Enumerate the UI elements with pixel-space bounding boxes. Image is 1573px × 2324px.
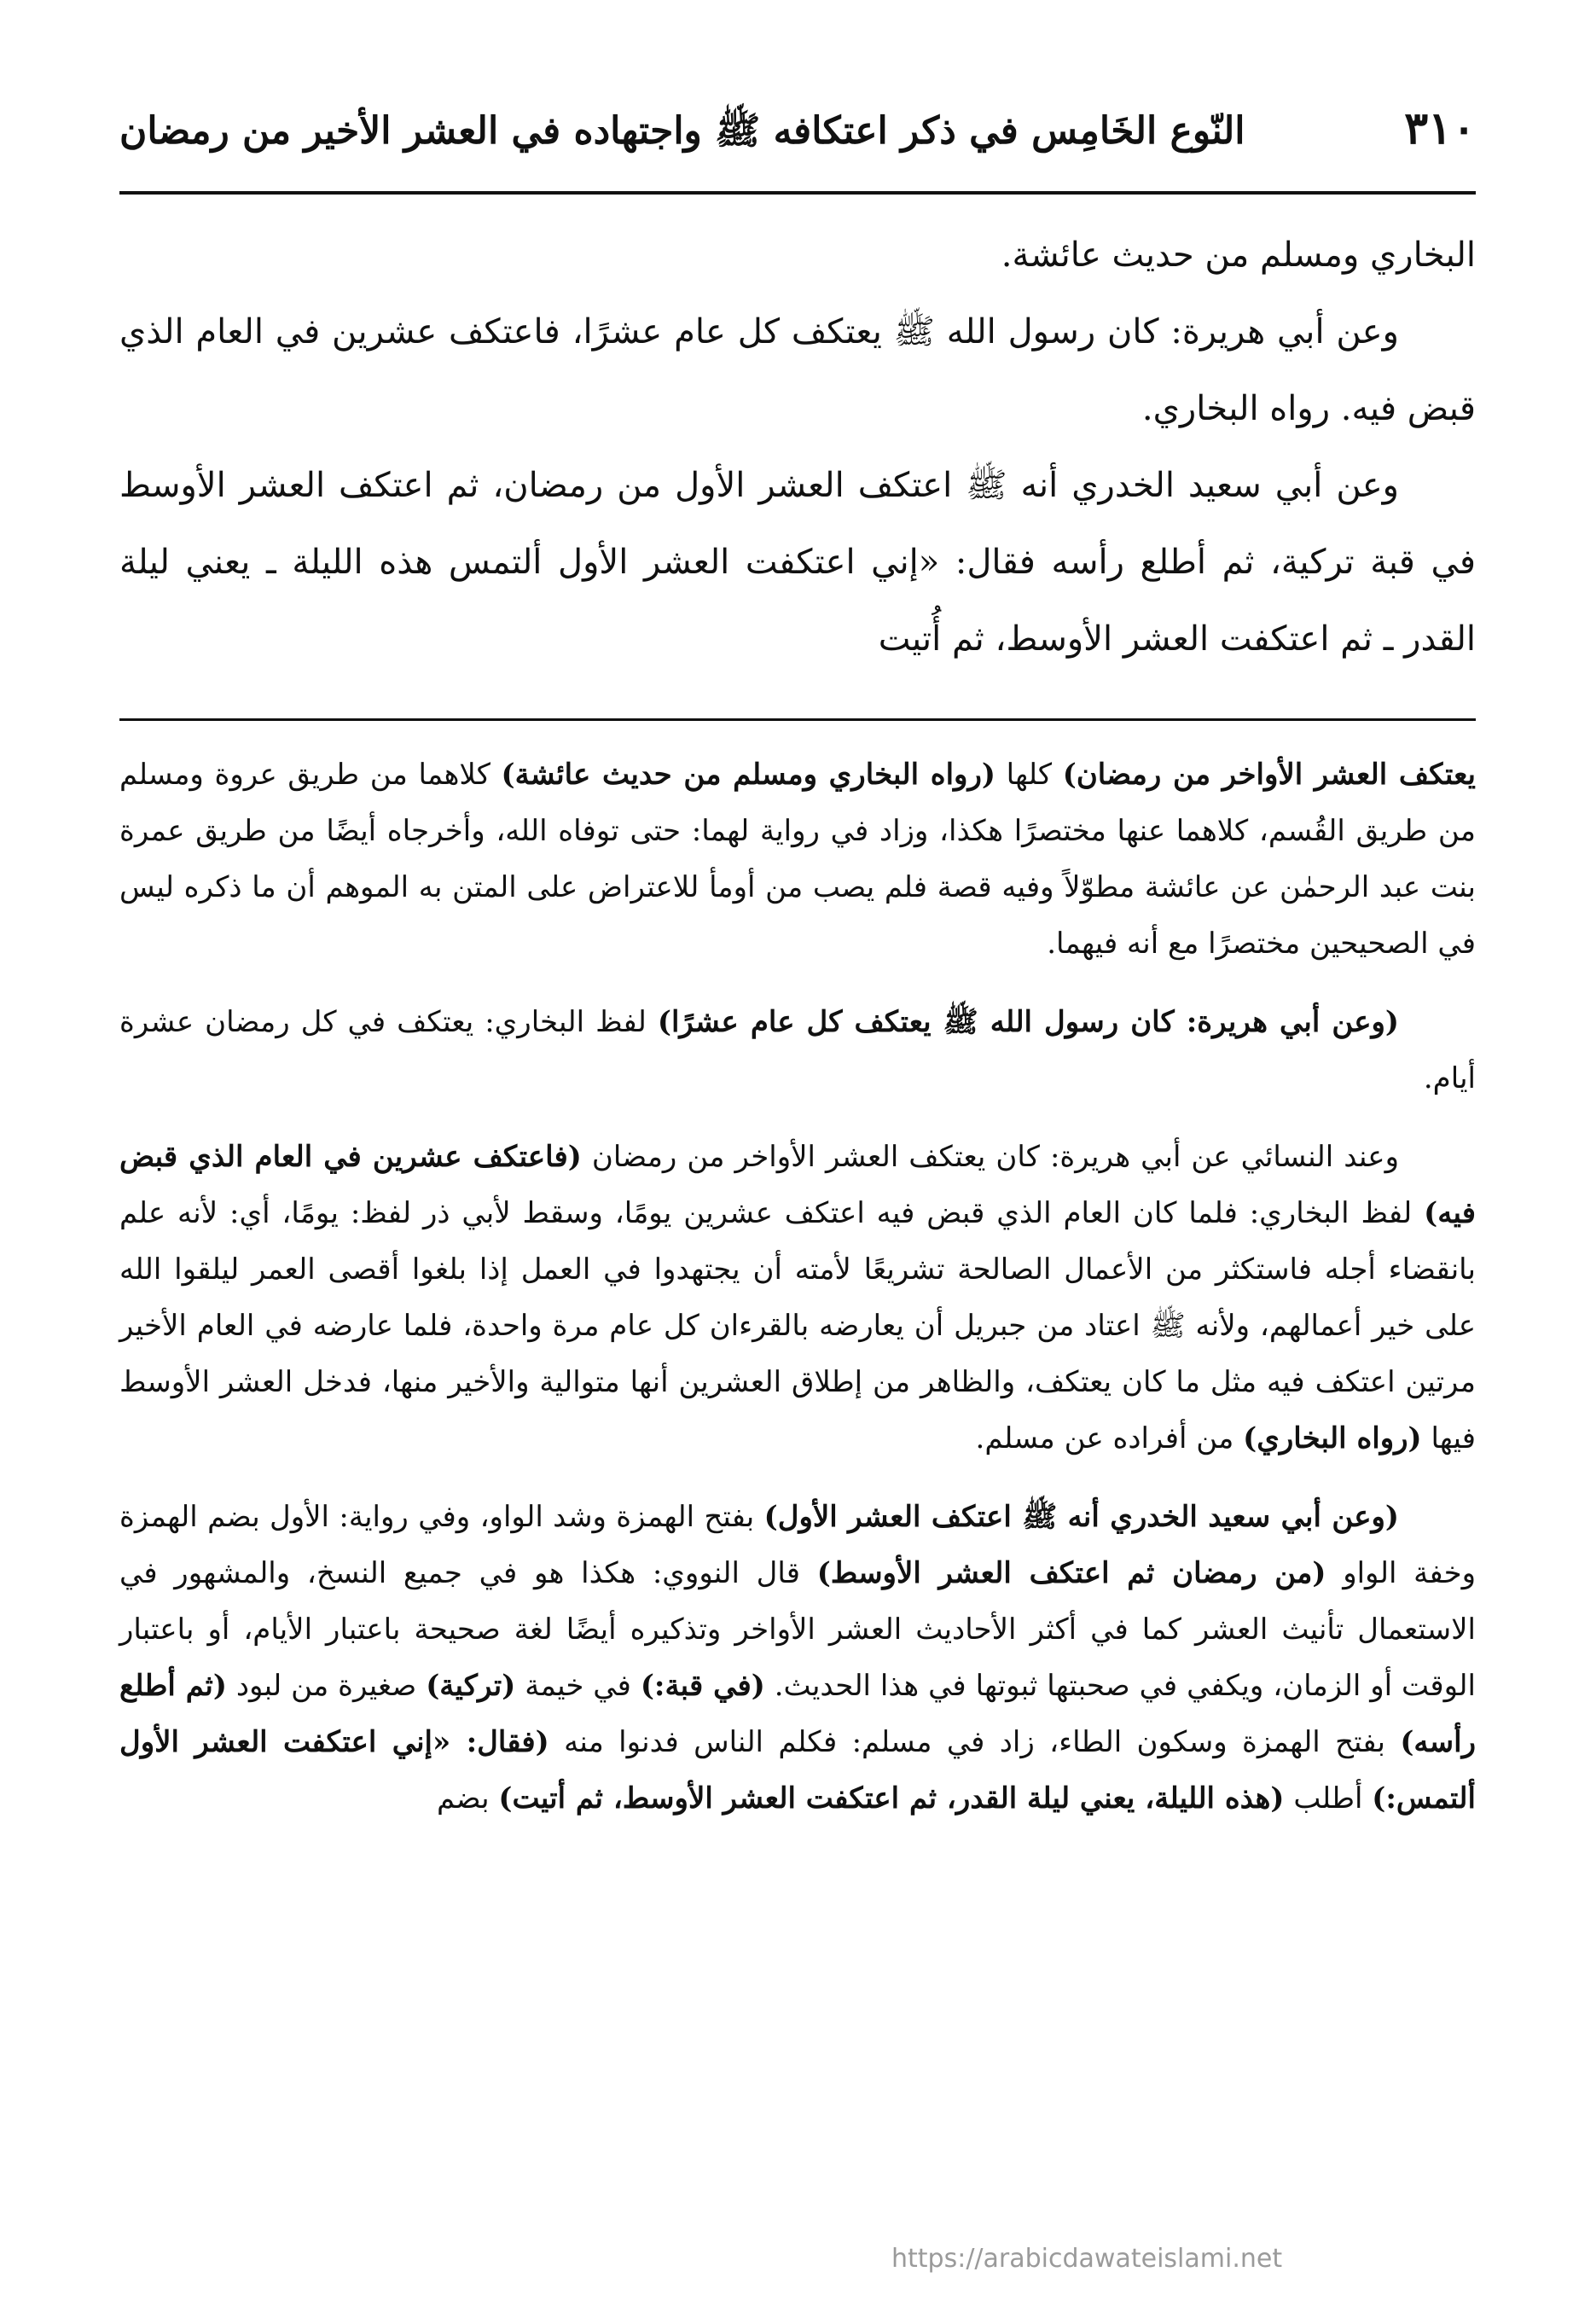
quoted-text: (رواه البخاري ومسلم من حديث عائشة) [501, 758, 995, 792]
commentary-text: أطلب [1284, 1781, 1373, 1816]
quoted-text: (فقال: «إني اعتكفت العشر الأول ألتمس:) [119, 1725, 1476, 1816]
quoted-text: (وعن أبي هريرة: كان رسول الله ﷺ يعتكف كل عام عشرًا) [657, 1005, 1399, 1039]
commentary-text: بضم [437, 1781, 499, 1816]
quoted-text: (فاعتكف عشرين في العام الذي قبض فيه) [119, 1140, 1476, 1230]
commentary-paragraph [119, 1489, 1476, 1827]
header-rule [119, 191, 1476, 195]
quoted-text: (وعن أبي سعيد الخدري أنه ﷺ اعتكف العشر الأول) [763, 1500, 1400, 1534]
commentary-text: صغيرة من لبود [227, 1669, 427, 1703]
main-paragraph: وعن أبي سعيد الخدري أنه ﷺ اعتكف العشر الأول من رمضان، ثم اعتكف العشر الأوسط في قبة تركية، ثم أطلع رأسه فقال: «إني اعتكفت العشر الأول ألتمس هذه الليلة ـ يعني ليلة القدر ـ ثم اعتكفت العشر الأوسط، ثم أُتيت [119, 466, 1476, 659]
quoted-text: (هذه الليلة، يعني ليلة القدر، ثم اعتكفت العشر الأوسط، ثم أتيت) [498, 1781, 1285, 1816]
commentary [119, 747, 1476, 1827]
commentary-text: وعند النسائي عن أبي هريرة: كان يعتكف العشر الأواخر من رمضان [581, 1140, 1400, 1174]
commentary-text: كلها [995, 758, 1063, 792]
main-paragraph: وعن أبي هريرة: كان رسول الله ﷺ يعتكف كل عام عشرًا، فاعتكف عشرين في العام الذي قبض فيه. رواه البخاري. [119, 312, 1476, 428]
commentary-paragraph [119, 1129, 1476, 1467]
main-paragraph: البخاري ومسلم من حديث عائشة. [1001, 235, 1476, 275]
website-watermark: https://arabicdawateislami.net [891, 2244, 1283, 2274]
commentary-text: لفظ البخاري: يعتكف في كل رمضان عشرة أيام. [119, 1005, 1476, 1095]
book-page [119, 102, 1476, 2286]
quoted-text: (رواه البخاري) [1243, 1421, 1422, 1455]
quoted-text: (من رمضان ثم اعتكف العشر الأوسط) [816, 1556, 1326, 1590]
commentary-paragraph [119, 994, 1476, 1107]
quoted-text: (في قبة:) [640, 1669, 765, 1703]
commentary-text: لفظ البخاري: فلما كان العام الذي قبض فيه اعتكف عشرين يومًا، وسقط لأبي ذر لفظ: يومًا، أي: لأنه علم بانقضاء أجله فاستكثر من الأعمال الصالحة تشريعًا لأمته أن يجتهدوا في العمل إذا بلغوا أقصى العمر ليلقوا الله على خير أعمالهم، ولأنه ﷺ اعتاد من جبريل أن يعارضه بالقرءان كل عام مرة واحدة، فلما عارضه في العام الأخير مرتين اعتكف فيه مثل ما كان يعتكف، والظاهر من إطلاق العشرين أنها متوالية والأخير منها، فدخل العشر الأوسط فيها [119, 1196, 1477, 1455]
chapter-title: النّوع الخَامِس في ذكر اعتكافه ﷺ واجتهاده في العشر الأخير من رمضان [119, 109, 1245, 153]
commentary-text: قال النووي: هكذا هو في جميع النسخ، والمشهور في الاستعمال تأنيث العشر كما في أكثر الأحاديث العشر الأواخر وتذكيره أيضًا لغة صحيحة باعتبار الأيام، أو باعتبار الوقت أو الزمان، ويكفي في صحبتها ثبوتها في هذا الحديث. [119, 1556, 1476, 1703]
quoted-text: (تركية) [426, 1669, 516, 1703]
page-number: ٣١٠ [1404, 102, 1476, 154]
commentary-text: في خيمة [515, 1669, 641, 1703]
commentary-paragraph [119, 747, 1476, 972]
commentary-text: من أفراده عن مسلم. [975, 1421, 1244, 1455]
commentary-text: بفتح الهمزة وشد الواو، وفي رواية: الأول بضم الهمزة وخفة الواو [119, 1500, 1476, 1590]
main-text [119, 217, 1476, 677]
running-header [119, 102, 1476, 179]
commentary-rule [119, 718, 1476, 721]
commentary-text: بفتح الهمزة وسكون الطاء، زاد في مسلم: فكلم الناس فدنوا منه [549, 1725, 1401, 1759]
quoted-text: يعتكف العشر الأواخر من رمضان) [1062, 758, 1476, 792]
commentary-text: كلاهما من طريق عروة ومسلم من طريق القُسم، كلاهما عنها مختصرًا هكذا، وزاد في رواية لهما: حتى توفاه الله، وأخرجاه أيضًا من طريق عمرة بنت عبد الرحمٰن عن عائشة مطوّلاً وفيه قصة فلم يصب من أومأ للاعتراض على المتن به الموهم أن ما ذكره ليس في الصحيحين مختصرًا مع أنه فيهما. [119, 758, 1476, 961]
quoted-text: (ثم أطلع رأسه) [119, 1669, 1476, 1759]
